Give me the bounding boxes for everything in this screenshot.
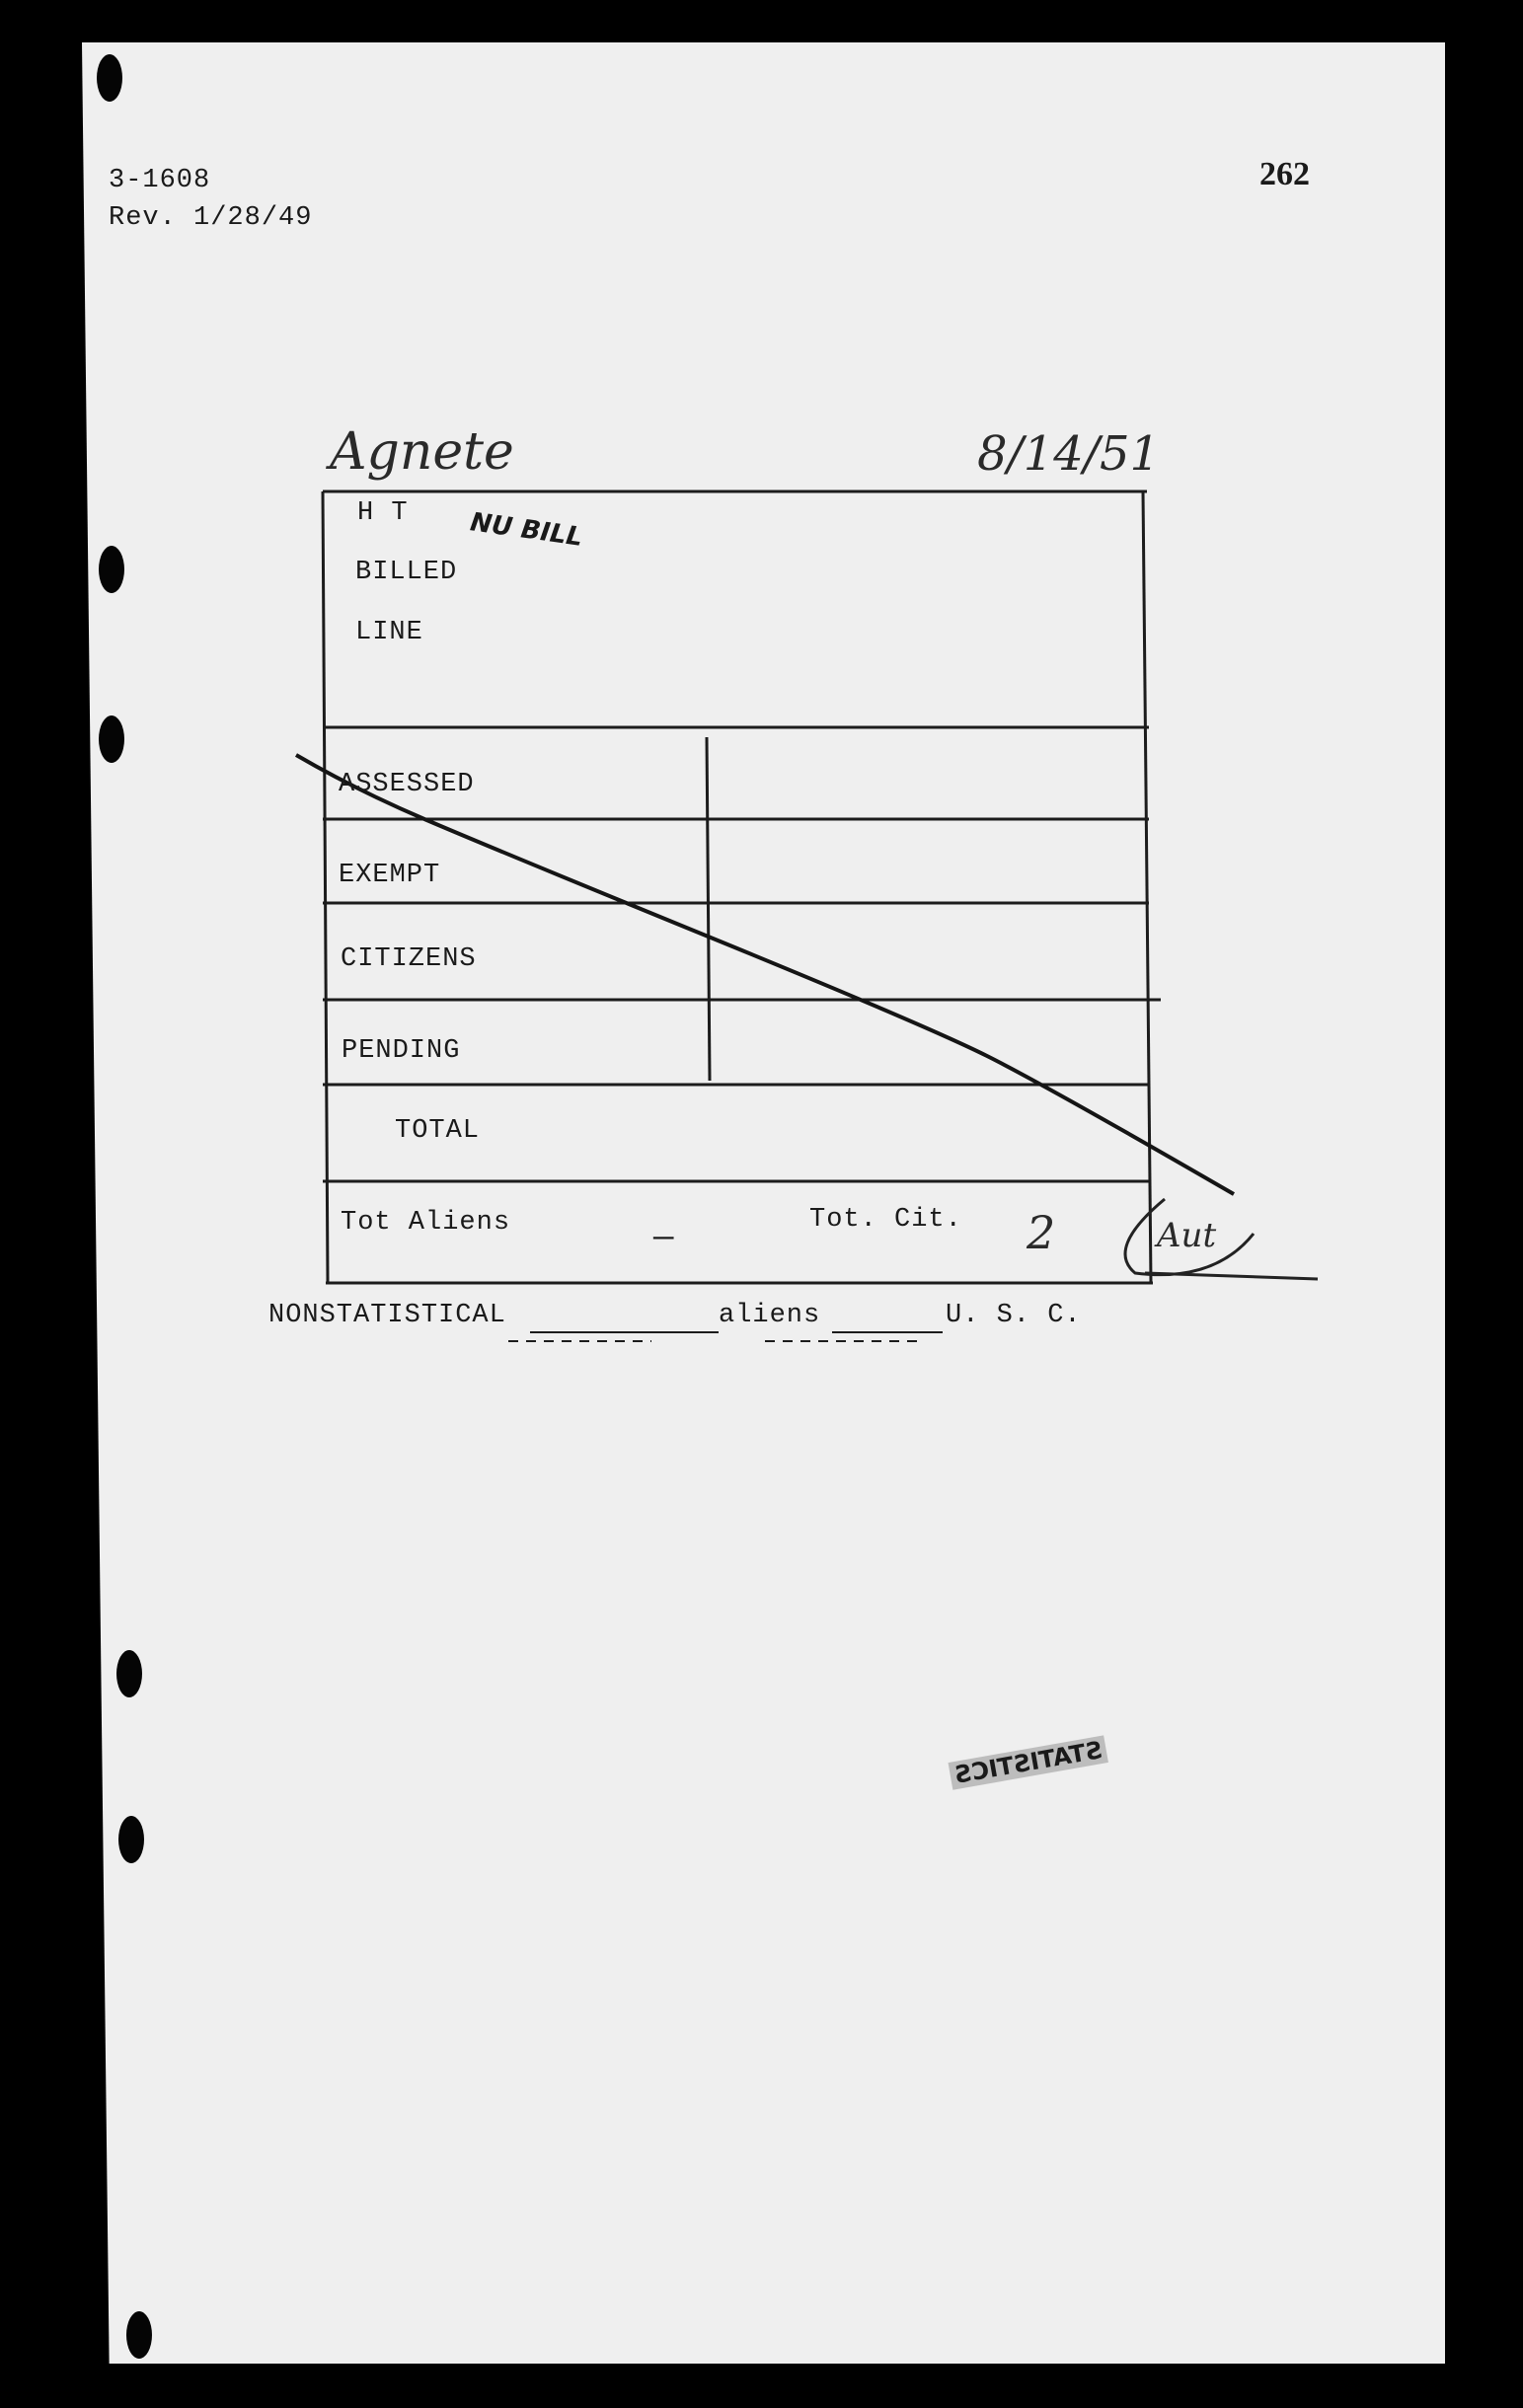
label-aliens: aliens bbox=[719, 1301, 821, 1330]
label-tot-aliens: Tot Aliens bbox=[341, 1208, 511, 1238]
label-pending: PENDING bbox=[342, 1036, 461, 1066]
label-billed: BILLED bbox=[355, 558, 458, 587]
label-exempt: EXEMPT bbox=[339, 861, 441, 890]
form-revision: Rev. 1/28/49 bbox=[109, 203, 313, 233]
label-tot-cit: Tot. Cit. bbox=[809, 1205, 962, 1235]
label-nonstatistical: NONSTATISTICAL bbox=[268, 1301, 506, 1330]
label-total: TOTAL bbox=[395, 1116, 481, 1146]
label-usc: U. S. C. bbox=[946, 1301, 1082, 1330]
no-bill-stamp: NU BILL bbox=[468, 507, 585, 553]
bleed-through-stamp: STATISTICS bbox=[949, 1735, 1108, 1789]
handwritten-name: Agnete bbox=[330, 422, 514, 482]
label-ht: H T bbox=[357, 498, 409, 528]
page-number: 262 bbox=[1259, 156, 1310, 192]
label-assessed: ASSESSED bbox=[339, 770, 475, 799]
label-citizens: CITIZENS bbox=[341, 944, 477, 974]
handwritten-date: 8/14/51 bbox=[977, 426, 1161, 482]
handwritten-citizens-count: 2 bbox=[1027, 1206, 1056, 1259]
form-number: 3-1608 bbox=[109, 166, 211, 195]
handwritten-initials: Aut bbox=[1157, 1216, 1217, 1255]
label-line: LINE bbox=[355, 618, 423, 647]
value-tot-aliens: — bbox=[653, 1220, 675, 1257]
